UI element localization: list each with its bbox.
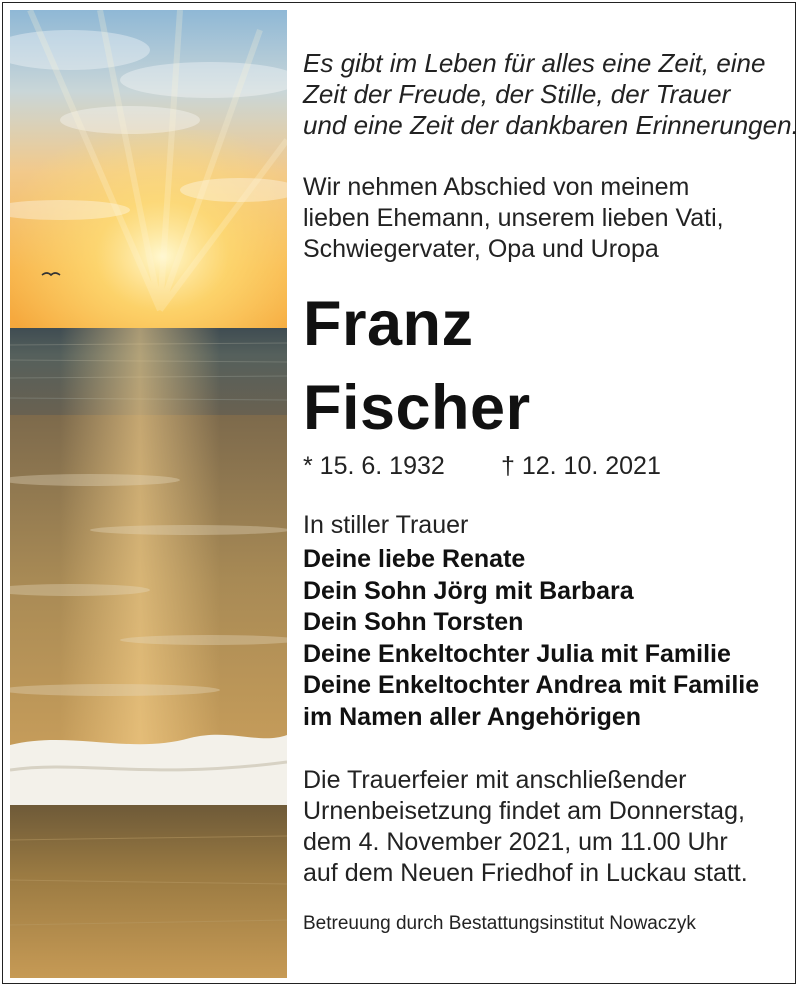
death-date: † 12. 10. 2021 (501, 452, 661, 480)
intro-line: Wir nehmen Abschied von meinem (303, 173, 690, 201)
mourner-name: im Namen aller Angehörigen (303, 702, 642, 731)
sunset-beach-image (10, 10, 287, 978)
mourning-intro: In stiller Trauer (303, 511, 469, 539)
quote-line: Zeit der Freude, der Stille, der Trauer (303, 79, 731, 109)
memorial-quote (303, 48, 799, 141)
mourner-name: Dein Sohn Torsten (303, 608, 524, 636)
mourner-name: Deine liebe Renate (303, 545, 526, 573)
seascape-photo (10, 10, 287, 978)
deceased-last-name: Fischer (303, 373, 531, 443)
mourner-name: Deine Enkeltochter Julia mit Familie (303, 639, 731, 668)
mourners-list (303, 544, 759, 733)
mourner-name: Dein Sohn Jörg mit Barbara (303, 576, 634, 605)
quote-line: und eine Zeit der dankbaren Erinnerungen. (303, 110, 799, 140)
undertaker-credit: Betreuung durch Bestattungsinstitut Nowaczyk (303, 913, 696, 934)
funeral-service-info (303, 765, 748, 889)
farewell-intro (303, 172, 724, 265)
quote-line: Es gibt im Leben für alles eine Zeit, eine (303, 48, 766, 78)
service-line: dem 4. November 2021, um 11.00 Uhr (303, 828, 728, 856)
deceased-first-name: Franz (303, 289, 474, 359)
service-line: Die Trauerfeier mit anschließender (303, 766, 687, 794)
service-line: Urnenbeisetzung findet am Donnerstag, (303, 797, 745, 825)
service-line: auf dem Neuen Friedhof in Luckau statt. (303, 859, 748, 887)
intro-line: Schwiegervater, Opa und Uropa (303, 235, 659, 263)
mourner-name: Deine Enkeltochter Andrea mit Familie (303, 671, 760, 699)
birth-date: * 15. 6. 1932 (303, 452, 445, 480)
life-dates (303, 450, 661, 482)
intro-line: lieben Ehemann, unserem lieben Vati, (303, 204, 724, 232)
